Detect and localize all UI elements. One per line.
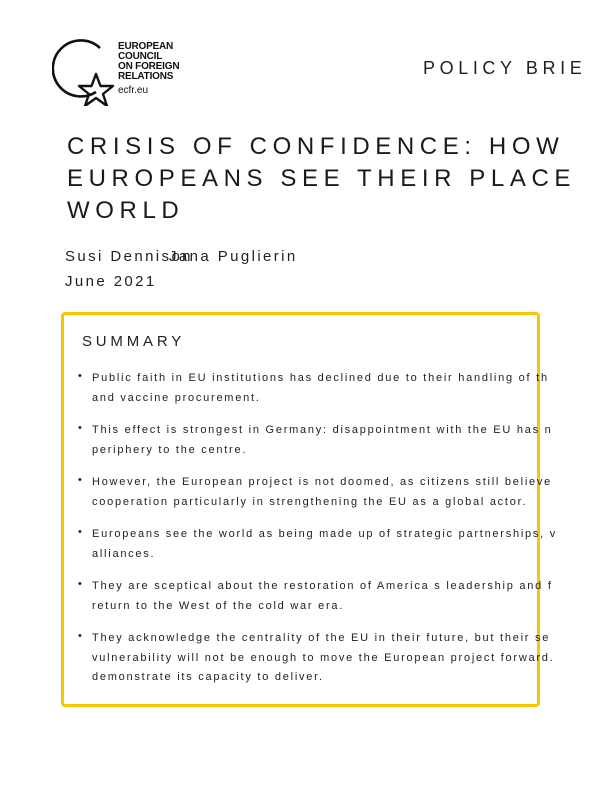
summary-item-line: vulnerability will not be enough to move the European project forward. <box>92 651 555 664</box>
summary-item-line: • Public faith in EU institutions has declined due to their handling of th <box>92 372 549 384</box>
summary-item-line: periphery to the centre. <box>92 443 248 456</box>
page-title <box>67 131 600 227</box>
summary-list <box>78 369 600 701</box>
summary-item-line: • Europeans see the world as being made up of strategic partnerships, v <box>92 528 558 540</box>
title-line: WORLD <box>67 197 185 224</box>
summary-item-line: return to the West of the cold war era. <box>92 599 345 612</box>
title-line: EUROPEANS SEE THEIR PLACE <box>67 165 576 192</box>
logo-url: ecfr.eu <box>118 85 149 96</box>
summary-item <box>78 369 600 408</box>
summary-item-line: and vaccine procurement. <box>92 391 261 404</box>
authors <box>65 248 298 265</box>
ecfr-logo[interactable] <box>52 36 202 106</box>
summary-item-line: alliances. <box>92 547 156 560</box>
publication-date: June 2021 <box>65 273 157 290</box>
logo-wordmark <box>118 42 179 82</box>
policy-brief-label: POLICY BRIE <box>423 58 587 78</box>
summary-item-line: • However, the European project is not doomed, as citizens still believe <box>92 476 553 488</box>
logo-line: COUNCIL <box>118 51 163 62</box>
author-name[interactable]: Susi Dennison <box>65 248 193 265</box>
summary-item <box>78 629 600 688</box>
summary-item-line: • They are sceptical about the restoration of America s leadership and f <box>92 580 553 592</box>
summary-item <box>78 525 600 564</box>
summary-item-line: • This effect is strongest in Germany: disappointment with the EU has n <box>92 424 553 436</box>
logo-line: EUROPEAN <box>118 41 174 52</box>
summary-item <box>78 577 600 616</box>
summary-item-line: demonstrate its capacity to deliver. <box>92 671 324 683</box>
logo-line: ON FOREIGN <box>118 61 180 72</box>
logo-line: RELATIONS <box>118 71 174 82</box>
summary-item <box>78 473 600 512</box>
star-in-circle-icon <box>52 36 118 106</box>
title-line: CRISIS OF CONFIDENCE: HOW <box>67 133 565 160</box>
summary-heading: SUMMARY <box>82 333 185 350</box>
author-name[interactable]: Jana Puglierin <box>169 248 298 265</box>
summary-item-line: cooperation particularly in strengthening the EU as a global actor. <box>92 495 528 508</box>
summary-item-line: • They acknowledge the centrality of the EU in their future, but their se <box>92 632 551 644</box>
summary-item <box>78 421 600 460</box>
